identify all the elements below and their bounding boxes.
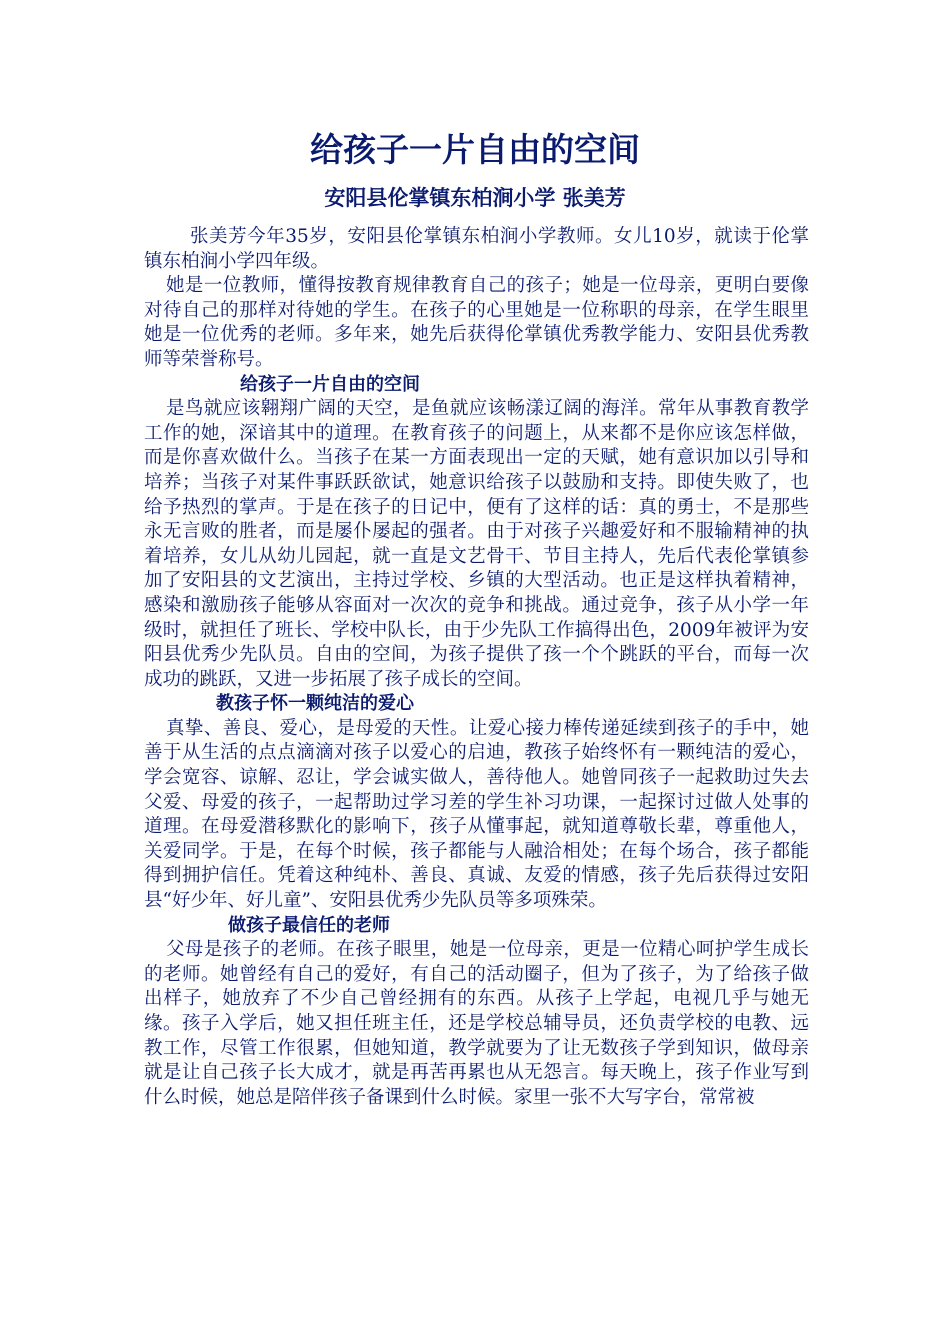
paragraph-free-space: 是鸟就应该翱翔广阔的天空，是鱼就应该畅漾辽阔的海洋。常年从事教育教学工作的她，深谙其中的道理。在教育孩子的问题上，从来都不是你应该怎样做，而是你喜欢做什么。当孩子在某一方面表现出一定的天赋，她有意识加以引导和培养；当孩子对某件事跃跃欲试，她意识给孩子以鼓励和支持。即使失败了，也给予热烈的掌声。于是在孩子的日记中，便有了这样的话：真的勇士，不是那些永无言败的胜者，而是屡仆屡起的强者。由于对孩子兴趣爱好和不服输精神的执着培养，女儿从幼儿园起，就一直是文艺骨干、节目主持人，先后代表伦掌镇参加了安阳县的文艺演出，主持过学校、乡镇的大型活动。也正是这样执着精神，感染和激励孩子能够从容面对一次次的竞争和挑战。通过竞争，孩子从小学一年级时，就担任了班长、学校中队长，由于少先队工作搞得出色，2009年被评为安阳县优秀少先队员。自由的空间，为孩子提供了孩一个个跳跃的平台，而每一次成功的跳跃，又进一步拓展了孩子成长的空间。	[144, 398, 809, 690]
paragraph-trusted-teacher: 父母是孩子的老师。在孩子眼里，她是一位母亲，更是一位精心呵护学生成长的老师。她曾经有自己的爱好，有自己的活动圈子，但为了孩子，为了给孩子做出样子，她放弃了不少自己曾经拥有的东西。从孩子上学起，电视几乎与她无缘。孩子入学后，她又担任班主任，还是学校总辅导员，还负责学校的电教、远教工作，尽管工作很累，但她知道，教学就要为了让无数孩子学到知识，做母亲就是让自己孩子长大成才，就是再苦再累也从无怨言。每天晚上，孩子作业写到什么时候，她总是陪伴孩子备课到什么时候。家里一张不大写字台，常常被	[144, 939, 809, 1108]
document-title: 给孩子一片自由的空间	[310, 130, 640, 169]
document-subtitle: 安阳县伦掌镇东柏涧小学 张美芳	[324, 186, 626, 210]
section-heading-trusted-teacher: 做孩子最信任的老师	[228, 914, 390, 936]
paragraph-pure-love: 真挚、善良、爱心，是母爱的天性。让爱心接力棒传递延续到孩子的手中，她善于从生活的点点滴滴对孩子以爱心的启迪，教孩子始终怀有一颗纯洁的爱心，学会宽容、谅解、忍让，学会诚实做人，善待他人。她曾同孩子一起救助过失去父爱、母爱的孩子，一起帮助过学习差的学生补习功课，一起探讨过做人处事的道理。在母爱潜移默化的影响下，孩子从懂事起，就知道尊敬长辈，尊重他人，关爱同学。于是，在每个时候，孩子都能与人融洽相处；在每个场合，孩子都能得到拥护信任。凭着这种纯朴、善良、真诚、友爱的情感，孩子先后获得过安阳县“好少年、好儿童”、安阳县优秀少先队员等多项殊荣。	[144, 717, 809, 912]
paragraph-teacher-mother: 她是一位教师，懂得按教育规律教育自己的孩子；她是一位母亲，更明白要像对待自己的那样对待她的学生。在孩子的心里她是一位称职的母亲，在学生眼里她是一位优秀的老师。多年来，她先后获得伦掌镇优秀教学能力、安阳县优秀教师等荣誉称号。	[144, 275, 809, 370]
document-body	[144, 225, 809, 1110]
section-heading-pure-love: 教孩子怀一颗纯洁的爱心	[216, 693, 414, 715]
paragraph-intro: 张美芳今年35岁，安阳县伦掌镇东柏涧小学教师。女儿10岁，就读于伦掌镇东柏涧小学四年级。	[144, 226, 809, 272]
section-heading-free-space: 给孩子一片自由的空间	[240, 373, 420, 395]
